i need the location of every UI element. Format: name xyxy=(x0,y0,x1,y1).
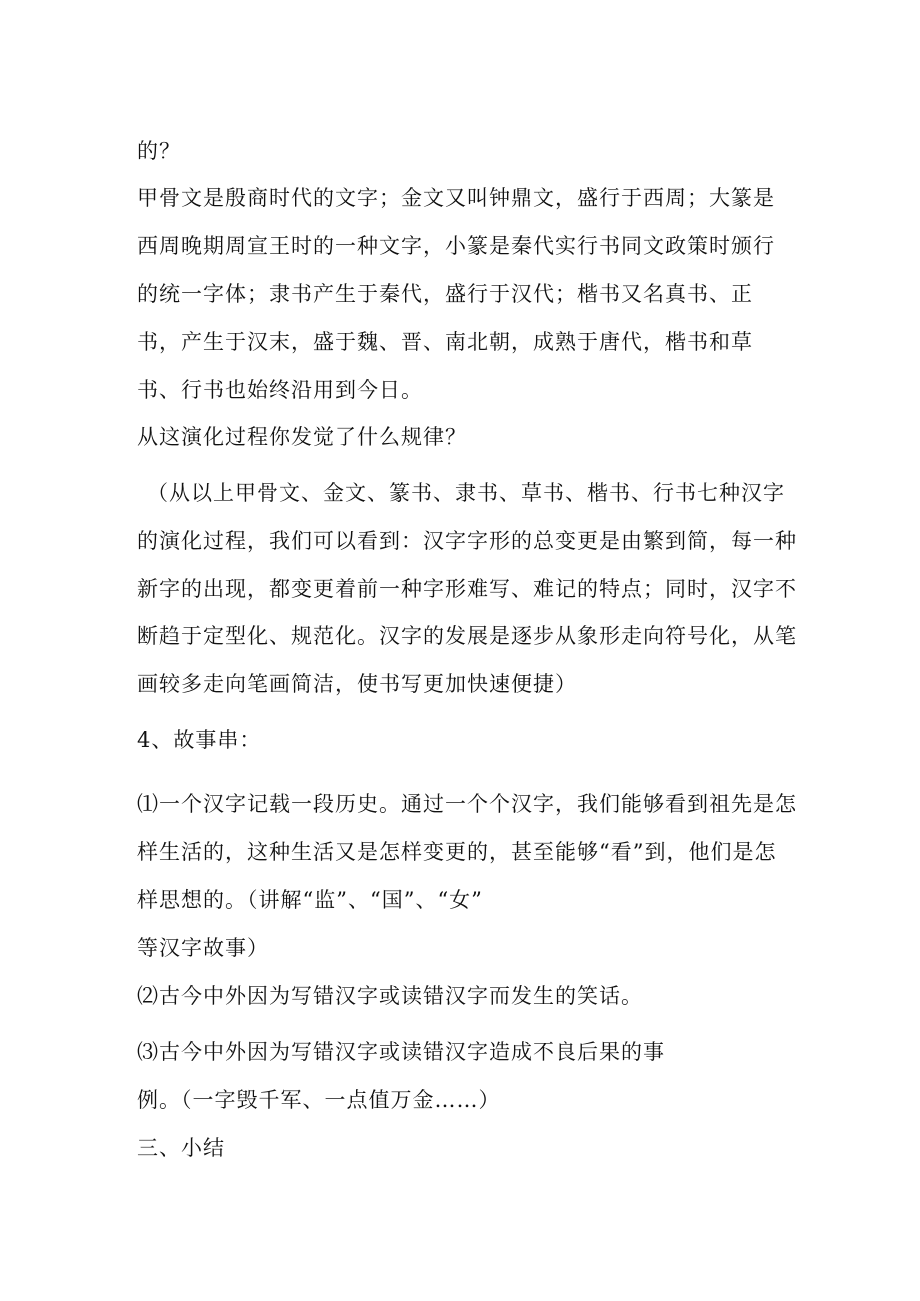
text-line: 的演化过程，我们可以看到：汉字字形的总变更是由繁到简，每一种 xyxy=(137,529,797,553)
text-line: （从以上甲骨文、金文、篆书、隶书、草书、楷书、行书七种汉字 xyxy=(147,481,785,505)
section-heading: 4、故事串： xyxy=(137,728,262,752)
text-line: 书、行书也始终沿用到今日。 xyxy=(137,378,423,402)
text-line: 例。（一字毁千军、一点值万金……） xyxy=(137,1088,501,1112)
section-heading: 三、小结 xyxy=(137,1136,225,1160)
text-line: 西周晚期周宣王时的一种文字，小篆是秦代实行书同文政策时颁行 xyxy=(137,234,775,258)
text-line: 样生活的，这种生活又是怎样变更的，甚至能够“看”到，他们是怎 xyxy=(137,840,777,864)
text-line: 断趋于定型化、规范化。汉字的发展是逐步从象形走向符号化，从笔 xyxy=(137,624,797,648)
text-line: 甲骨文是殷商时代的文字；金文又叫钟鼎文，盛行于西周；大篆是 xyxy=(137,186,775,210)
text-line: 样思想的。（讲解“监”、“国”、“女” xyxy=(137,888,483,912)
text-line: 画较多走向笔画简洁，使书写更加快速便捷） xyxy=(137,672,577,696)
text-line: 书，产生于汉末，盛于魏、晋、南北朝，成熟于唐代，楷书和草 xyxy=(137,330,753,354)
text-line: 的统一字体；隶书产生于秦代，盛行于汉代；楷书又名真书、正 xyxy=(137,282,753,306)
text-line: ⑴一个汉字记载一段历史。通过一个个汉字，我们能够看到祖先是怎 xyxy=(137,792,797,816)
text-line: ⑵古今中外因为写错汉字或读错汉字而发生的笑话。 xyxy=(137,984,643,1008)
text-line: 从这演化过程你发觉了什么规律？ xyxy=(137,425,467,449)
text-line: 等汉字故事） xyxy=(137,936,269,960)
text-line: 新字的出现，都变更着前一种字形难写、难记的特点；同时，汉字不 xyxy=(137,577,797,601)
text-line: ⑶古今中外因为写错汉字或读错汉字造成不良后果的事 xyxy=(137,1040,665,1064)
text-line: 的？ xyxy=(137,139,181,163)
